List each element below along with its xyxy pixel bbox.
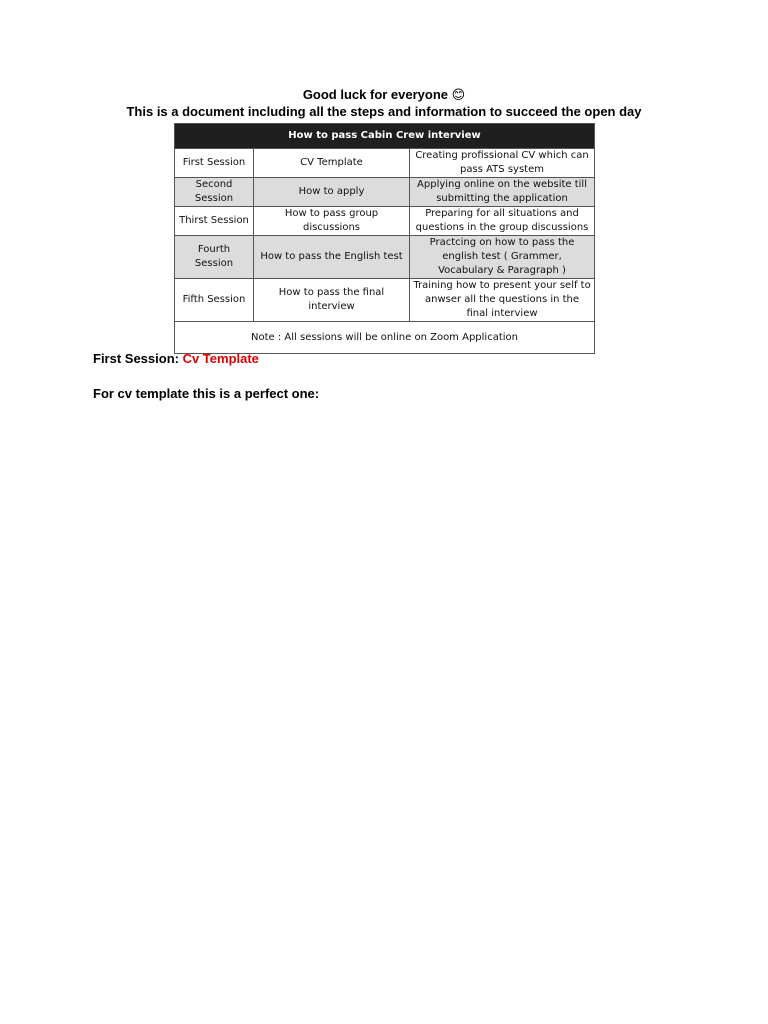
first-session-title: Cv Template xyxy=(182,351,259,366)
session-name-cell: Second Session xyxy=(175,178,254,207)
session-topic-cell: How to pass the English test xyxy=(254,236,410,279)
session-description-cell: Applying online on the website till submitting the application xyxy=(410,178,595,207)
table-title-row xyxy=(175,124,595,149)
session-topic-cell: CV Template xyxy=(254,149,410,178)
cv-template-line: For cv template this is a perfect one: xyxy=(93,386,320,401)
session-description-cell: Preparing for all situations and questions in the group discussions xyxy=(410,207,595,236)
table-row xyxy=(175,236,595,279)
session-description-cell: Creating profissional CV which can pass ATS system xyxy=(410,149,595,178)
table-note-row xyxy=(175,322,595,354)
session-name-cell: Fifth Session xyxy=(175,279,254,322)
first-session-heading xyxy=(93,351,259,367)
intro-line: This is a document including all the steps and information to succeed the open day xyxy=(126,104,642,119)
sessions-table xyxy=(174,123,595,354)
session-topic-cell: How to pass group discussions xyxy=(254,207,410,236)
session-name-cell: First Session xyxy=(175,149,254,178)
table-row xyxy=(175,279,595,322)
table-row xyxy=(175,207,595,236)
session-name-cell: Fourth Session xyxy=(175,236,254,279)
table-note: Note : All sessions will be online on Zoom Application xyxy=(175,322,595,354)
first-session-label: First Session: xyxy=(93,351,183,366)
session-description-cell: Practcing on how to pass the english test ( Grammer, Vocabulary & Paragraph ) xyxy=(410,236,595,279)
session-name-cell: Thirst Session xyxy=(175,207,254,236)
table-row xyxy=(175,149,595,178)
session-description-cell: Training how to present your self to anwser all the questions in the final interview xyxy=(410,279,595,322)
session-topic-cell: How to pass the final interview xyxy=(254,279,410,322)
greeting-line: Good luck for everyone 😊 xyxy=(302,87,466,102)
table-title: How to pass Cabin Crew interview xyxy=(175,124,595,149)
table-row xyxy=(175,178,595,207)
session-topic-cell: How to apply xyxy=(254,178,410,207)
